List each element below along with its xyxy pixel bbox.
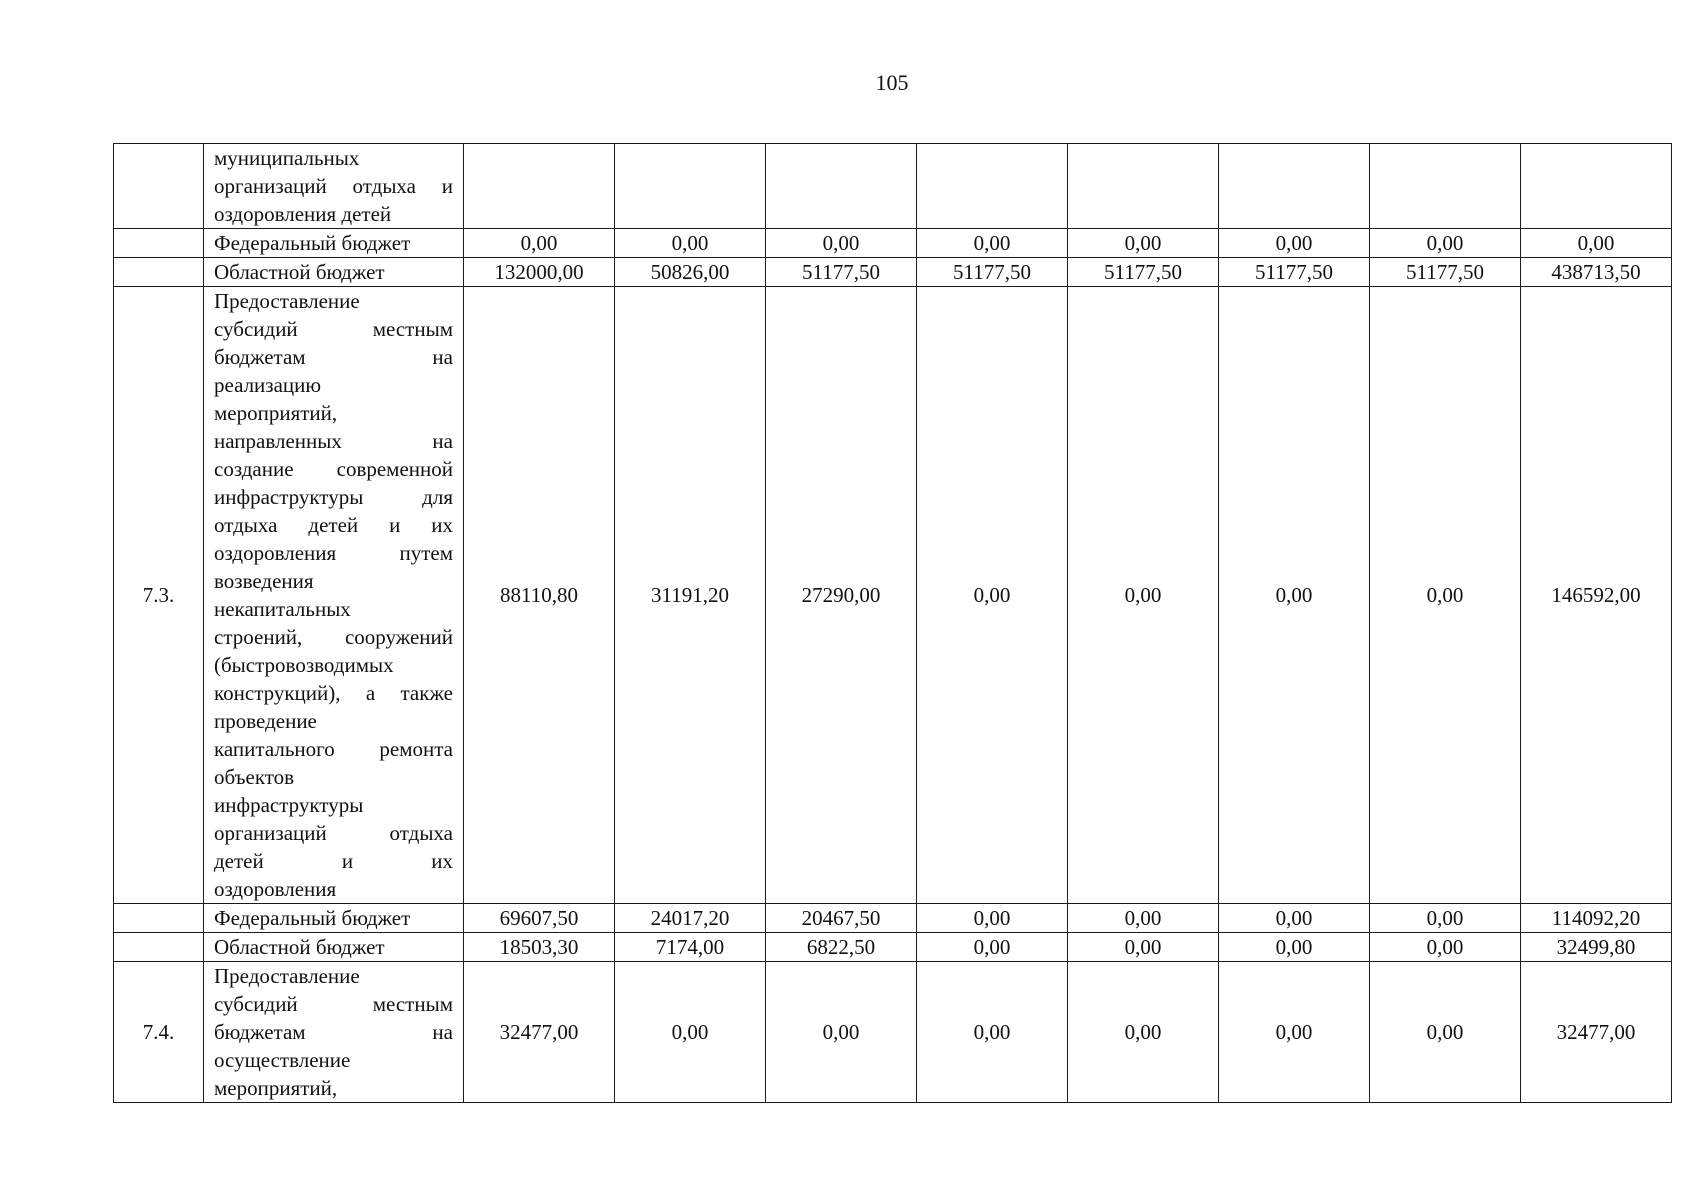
description-line: бюджетам на — [214, 345, 453, 369]
description-line: муниципальных — [214, 146, 360, 170]
value-cell-year-8: 32477,00 — [1521, 962, 1672, 1103]
description-line: возведения — [214, 569, 314, 593]
value-cell-year-3: 0,00 — [766, 962, 917, 1103]
table-row — [114, 144, 1672, 229]
value-cell-year-8: 146592,00 — [1521, 287, 1672, 904]
value-cell-year-4: 0,00 — [917, 933, 1068, 962]
description-line: (быстровозводимых — [214, 653, 394, 677]
value-cell-year-7: 0,00 — [1370, 287, 1521, 904]
funding-source-label: Областной бюджет — [204, 258, 464, 287]
measure-description — [204, 144, 464, 229]
value-cell-year-3: 27290,00 — [766, 287, 917, 904]
value-cell-year-1: 0,00 — [464, 229, 615, 258]
table-row-source — [114, 258, 1672, 287]
value-cell-year-5: 0,00 — [1068, 287, 1219, 904]
description-line: субсидий местным — [214, 992, 453, 1016]
value-cell-year-6: 0,00 — [1219, 287, 1370, 904]
value-cell-year-7 — [1370, 144, 1521, 229]
description-line: капитального ремонта — [214, 737, 453, 761]
value-cell-year-6: 0,00 — [1219, 962, 1370, 1103]
table-row-source — [114, 229, 1672, 258]
row-index: 7.4. — [114, 962, 204, 1103]
value-cell-year-4: 0,00 — [917, 904, 1068, 933]
funding-source-label: Федеральный бюджет — [204, 229, 464, 258]
value-cell-year-1: 88110,80 — [464, 287, 615, 904]
row-index — [114, 144, 204, 229]
value-cell-year-6: 0,00 — [1219, 229, 1370, 258]
description-line: строений, сооружений — [214, 625, 453, 649]
value-cell-year-4 — [917, 144, 1068, 229]
value-cell-year-4: 0,00 — [917, 287, 1068, 904]
description-line: субсидий местным — [214, 317, 453, 341]
row-index — [114, 933, 204, 962]
description-line: оздоровления — [214, 877, 337, 901]
description-line: мероприятий, — [214, 1076, 338, 1100]
funding-source-label: Областной бюджет — [204, 933, 464, 962]
table-row-source — [114, 904, 1672, 933]
value-cell-year-1: 69607,50 — [464, 904, 615, 933]
value-cell-year-1: 18503,30 — [464, 933, 615, 962]
value-cell-year-8: 438713,50 — [1521, 258, 1672, 287]
description-line: бюджетам на — [214, 1020, 453, 1044]
description-line: конструкций), а также — [214, 681, 453, 705]
measure-description — [204, 287, 464, 904]
value-cell-year-3 — [766, 144, 917, 229]
value-cell-year-3: 0,00 — [766, 229, 917, 258]
row-index — [114, 258, 204, 287]
value-cell-year-5: 51177,50 — [1068, 258, 1219, 287]
value-cell-year-6: 51177,50 — [1219, 258, 1370, 287]
value-cell-year-2: 0,00 — [615, 229, 766, 258]
value-cell-year-7: 0,00 — [1370, 962, 1521, 1103]
table-body — [114, 144, 1672, 1103]
description-line: некапитальных — [214, 597, 351, 621]
value-cell-year-8: 114092,20 — [1521, 904, 1672, 933]
description-line: оздоровления путем — [214, 541, 453, 565]
value-cell-year-2: 24017,20 — [615, 904, 766, 933]
row-index — [114, 904, 204, 933]
value-cell-year-1: 132000,00 — [464, 258, 615, 287]
description-line: организаций отдыха и — [214, 174, 453, 198]
description-line: инфраструктуры — [214, 793, 364, 817]
description-line: организаций отдыха — [214, 821, 453, 845]
description-line: детей и их — [214, 849, 453, 873]
value-cell-year-2: 0,00 — [615, 962, 766, 1103]
page-number: 105 — [875, 70, 909, 95]
funding-source-label: Федеральный бюджет — [204, 904, 464, 933]
value-cell-year-8: 32499,80 — [1521, 933, 1672, 962]
description-line: реализацию — [214, 373, 322, 397]
value-cell-year-1 — [464, 144, 615, 229]
row-index: 7.3. — [114, 287, 204, 904]
value-cell-year-4: 0,00 — [917, 229, 1068, 258]
description-line: проведение — [214, 709, 317, 733]
description-line: мероприятий, — [214, 401, 338, 425]
description-line: оздоровления детей — [214, 202, 392, 226]
description-line: Предоставление — [214, 289, 360, 313]
description-line: создание современной — [214, 457, 453, 481]
value-cell-year-5: 0,00 — [1068, 904, 1219, 933]
table-row-source — [114, 933, 1672, 962]
value-cell-year-2: 50826,00 — [615, 258, 766, 287]
value-cell-year-3: 51177,50 — [766, 258, 917, 287]
value-cell-year-2: 31191,20 — [615, 287, 766, 904]
description-line: направленных на — [214, 429, 453, 453]
value-cell-year-6: 0,00 — [1219, 933, 1370, 962]
value-cell-year-5 — [1068, 144, 1219, 229]
description-line: объектов — [214, 765, 295, 789]
value-cell-year-4: 0,00 — [917, 962, 1068, 1103]
table-row — [114, 962, 1672, 1103]
description-line: осуществление — [214, 1048, 351, 1072]
value-cell-year-1: 32477,00 — [464, 962, 615, 1103]
table-row — [114, 287, 1672, 904]
value-cell-year-7: 0,00 — [1370, 904, 1521, 933]
value-cell-year-2 — [615, 144, 766, 229]
value-cell-year-8 — [1521, 144, 1672, 229]
measure-description — [204, 962, 464, 1103]
value-cell-year-5: 0,00 — [1068, 933, 1219, 962]
value-cell-year-7: 51177,50 — [1370, 258, 1521, 287]
value-cell-year-7: 0,00 — [1370, 933, 1521, 962]
value-cell-year-5: 0,00 — [1068, 962, 1219, 1103]
value-cell-year-4: 51177,50 — [917, 258, 1068, 287]
row-index — [114, 229, 204, 258]
value-cell-year-6: 0,00 — [1219, 904, 1370, 933]
description-line: отдыха детей и их — [214, 513, 453, 537]
description-line: Предоставление — [214, 964, 360, 988]
value-cell-year-5: 0,00 — [1068, 229, 1219, 258]
value-cell-year-8: 0,00 — [1521, 229, 1672, 258]
value-cell-year-2: 7174,00 — [615, 933, 766, 962]
budget-table — [113, 143, 1672, 1103]
value-cell-year-6 — [1219, 144, 1370, 229]
value-cell-year-3: 6822,50 — [766, 933, 917, 962]
description-line: инфраструктуры для — [214, 485, 453, 509]
value-cell-year-3: 20467,50 — [766, 904, 917, 933]
value-cell-year-7: 0,00 — [1370, 229, 1521, 258]
